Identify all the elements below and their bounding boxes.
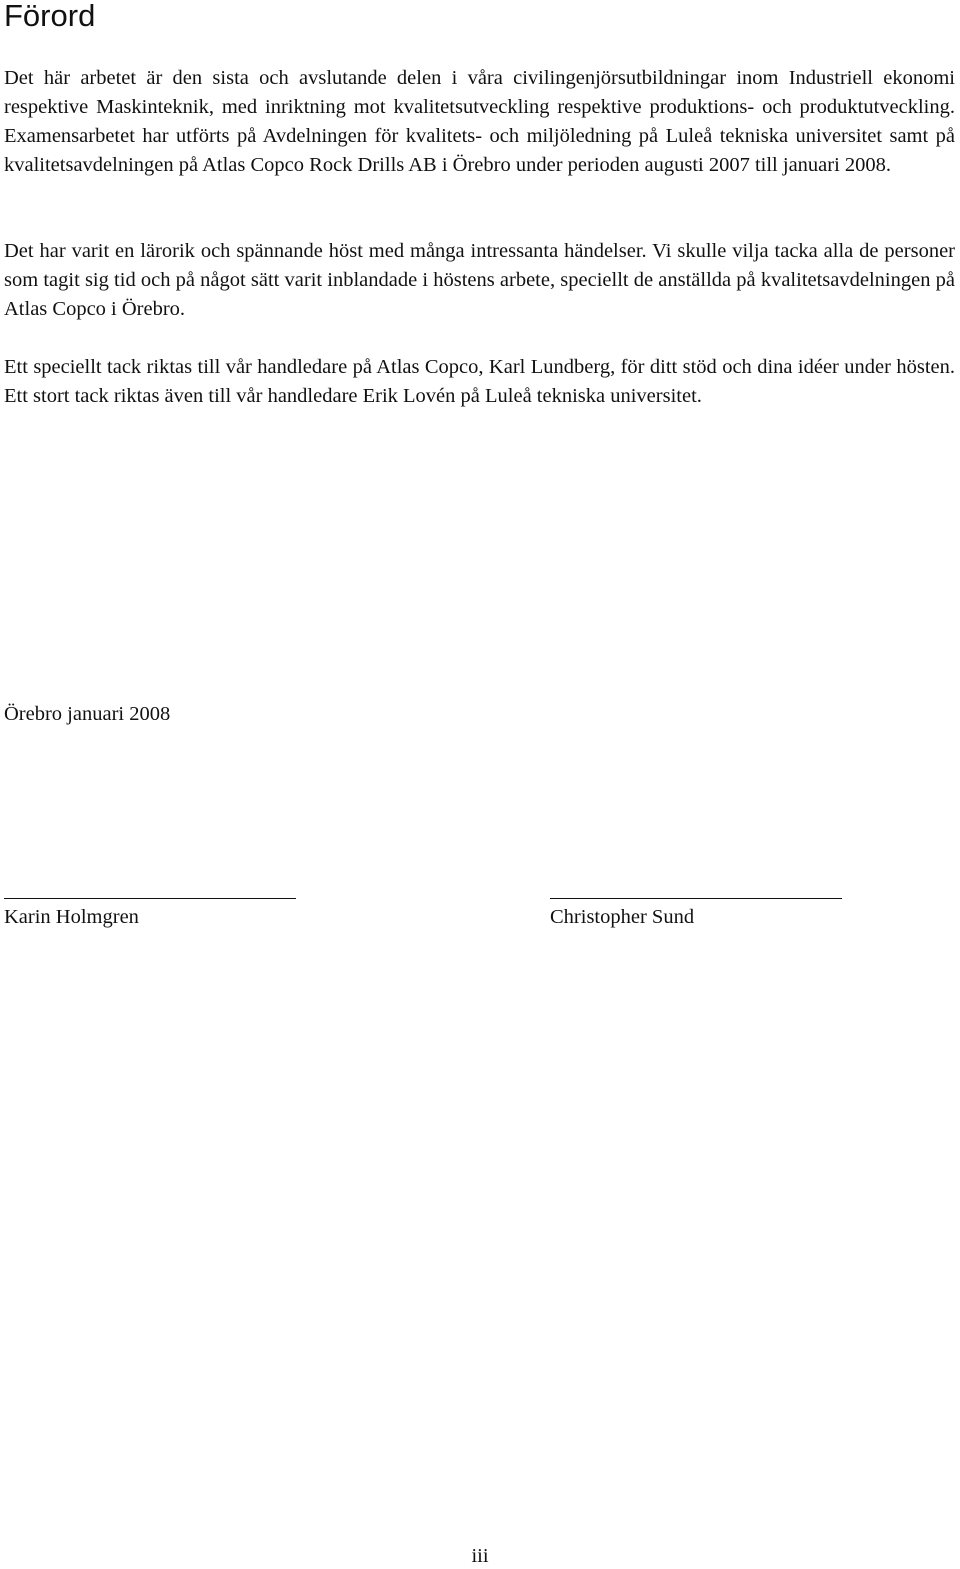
signature-block-left	[4, 876, 296, 932]
signature-line	[550, 876, 842, 899]
paragraph-thanks-supervisors: Ett speciellt tack riktas till vår handledare på Atlas Copco, Karl Lundberg, för ditt stöd och dina idéer under hösten. Ett stort tack riktas även till vår handledare Erik Lovén på Luleå tekniska universitet.	[4, 356, 955, 407]
signature-block-right	[550, 876, 842, 932]
signature-name: Karin Holmgren	[4, 906, 139, 928]
paragraph-introduction: Det här arbetet är den sista och avslutande delen i våra civilingenjörsutbildningar inom Industriell ekonomi respektive Maskinteknik, med inriktning mot kvalitetsutveckling respektive produktions- och produktutveckling. Examensarbetet har utförts på Avdelningen för kvalitets- och miljöledning på Luleå tekniska universitet samt på kvalitetsavdelningen på Atlas Copco Rock Drills AB i Örebro under perioden augusti 2007 till januari 2008.	[4, 67, 955, 176]
page-number: iii	[471, 1545, 489, 1567]
signature-name: Christopher Sund	[550, 906, 695, 928]
paragraph-thanks-general: Det har varit en lärorik och spännande höst med många intressanta händelser. Vi skulle vilja tacka alla de personer som tagit sig tid och på något sätt varit inblandade i höstens arbete, speciellt de anställda på kvalitetsavdelningen på Atlas Copco i Örebro.	[4, 240, 955, 320]
place-date: Örebro januari 2008	[4, 703, 171, 725]
signature-line	[4, 876, 296, 899]
page-title: Förord	[4, 0, 96, 33]
